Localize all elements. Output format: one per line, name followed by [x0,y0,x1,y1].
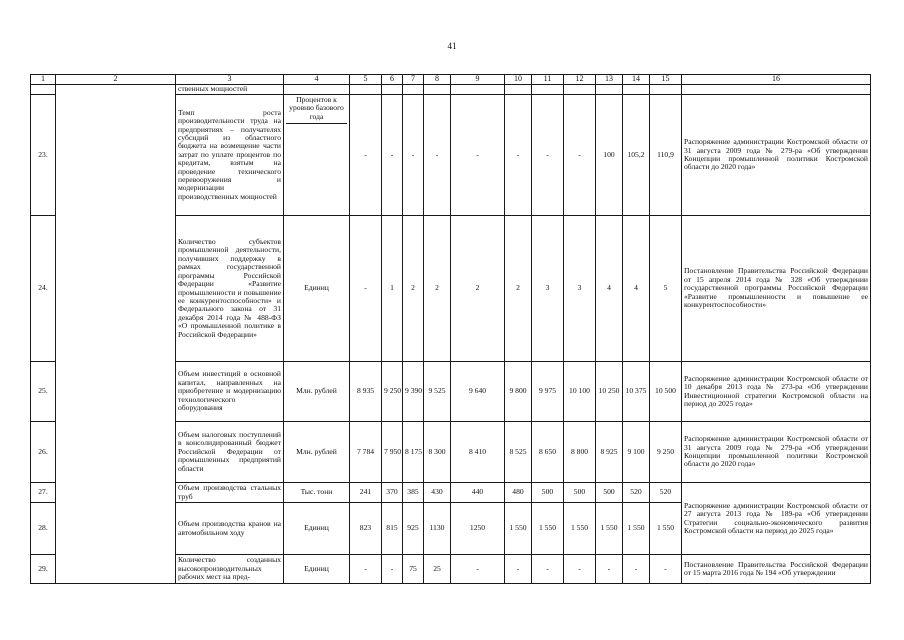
value-cell: 1 550 [505,503,532,555]
unit-label: Процентов к уровню базового года [286,95,347,124]
row-number: 29. [31,555,56,584]
value-cell: 520 [650,483,682,503]
value-cell: 100 [596,95,623,216]
value-cell: 8 935 [350,362,382,422]
unit-label: Млн. рублей [284,422,350,483]
value-cell: 8 175 [403,422,424,483]
indicator-name: Объем производства стальных труб [176,483,284,503]
value-cell: 10 500 [650,362,682,422]
unit-label: Млн. рублей [284,362,350,422]
value-cell: 2 [451,216,505,362]
column-number: 5 [350,75,382,85]
value-cell: 9 250 [650,422,682,483]
value-cell: 9 390 [403,362,424,422]
column-number: 1 [31,75,56,85]
value-cell: 10 375 [623,362,650,422]
value-cell: 815 [382,503,403,555]
value-cell: 430 [424,483,451,503]
value-cell: 7 950 [382,422,403,483]
value-cell: 440 [451,483,505,503]
legal-basis: Распоряжение администрации Костромской области от 27 августа 2013 года № 189-ра «Об утверждении Стратегии социально-экономического развития Костромской области на период до 2025 года» [682,483,871,555]
column-number-row [31,75,871,85]
value-cell: 925 [403,503,424,555]
column-number: 9 [451,75,505,85]
value-cell: - [350,216,382,362]
row-number: 26. [31,422,56,483]
unit-label: Единиц [284,555,350,584]
value-cell: 2 [403,216,424,362]
value-cell: 9 250 [382,362,403,422]
value-cell: 75 [403,555,424,584]
row-number: 23. [31,95,56,216]
value-cell: 9 640 [451,362,505,422]
value-cell: - [564,95,596,216]
value-cell: 1 550 [650,503,682,555]
value-cell: 8 300 [424,422,451,483]
value-cell: 1 550 [532,503,564,555]
value-cell: - [505,95,532,216]
value-cell: - [451,555,505,584]
value-cell: 8 525 [505,422,532,483]
value-cell: 385 [403,483,424,503]
column-number: 16 [682,75,871,85]
value-cell: - [382,555,403,584]
value-cell: - [596,555,623,584]
column-number: 3 [176,75,284,85]
value-cell: 10 250 [596,362,623,422]
value-cell: - [532,555,564,584]
value-cell: 520 [623,483,650,503]
indicator-name: Количество созданных высокопроизводительных рабочих мест на пред- [176,555,284,584]
legal-basis: Постановление Правительства Российской Федерации от 15 марта 2016 года № 194 «Об утверждении [682,555,871,584]
value-cell: 500 [596,483,623,503]
indicator-name: ственных мощностей [176,85,284,95]
page-number: 41 [447,41,457,51]
goal-column-cell [56,85,176,584]
table-row-carry-over [31,85,871,95]
value-cell: - [650,555,682,584]
value-cell: 8 650 [532,422,564,483]
row-number: 27. [31,483,56,503]
value-cell: 823 [350,503,382,555]
value-cell: 1 550 [564,503,596,555]
value-cell: 9 975 [532,362,564,422]
value-cell: - [532,95,564,216]
value-cell: 9 525 [424,362,451,422]
row-number: 24. [31,216,56,362]
value-cell: 3 [532,216,564,362]
row-number: 25. [31,362,56,422]
unit-label: Единиц [284,503,350,555]
value-cell: - [623,555,650,584]
value-cell: - [451,95,505,216]
value-cell: 10 100 [564,362,596,422]
value-cell: - [564,555,596,584]
unit-cell [284,95,350,216]
value-cell: 241 [350,483,382,503]
row-number: 28. [31,503,56,555]
value-cell: 2 [505,216,532,362]
legal-basis: Постановление Правительства Российской Федерации от 15 апреля 2014 года № 328 «Об утверждении государственной программы Российской Федерации «Развитие промышленности и повышение ее конкурентоспособности» [682,216,871,362]
column-number: 8 [424,75,451,85]
value-cell: 1250 [451,503,505,555]
value-cell: 8 410 [451,422,505,483]
unit-label: Тыс. тонн [284,483,350,503]
value-cell: 8 925 [596,422,623,483]
value-cell: 4 [596,216,623,362]
value-cell: - [382,95,403,216]
column-number: 13 [596,75,623,85]
value-cell: - [350,95,382,216]
value-cell: 5 [650,216,682,362]
unit-label: Единиц [284,216,350,362]
indicator-name: Объем производства кранов на автомобильном ходу [176,503,284,555]
value-cell: 370 [382,483,403,503]
indicator-name: Объем инвестиций в основной капитал, направленных на приобретение и модернизацию технологического оборудования [176,362,284,422]
value-cell: 8 800 [564,422,596,483]
value-cell: 500 [564,483,596,503]
value-cell: 1 [382,216,403,362]
legal-basis: Распоряжение администрации Костромской области от 10 декабря 2013 года № 273-ра «Об утверждении Инвестиционной стратегии Костромской области на период до 2025 года» [682,362,871,422]
value-cell: 1 550 [596,503,623,555]
column-number: 7 [403,75,424,85]
value-cell: 500 [532,483,564,503]
value-cell: - [403,95,424,216]
column-number: 6 [382,75,403,85]
value-cell: 9 100 [623,422,650,483]
value-cell: 1 550 [623,503,650,555]
column-number: 10 [505,75,532,85]
indicator-name: Количество субъектов промышленной деятельности, получивших поддержку в рамках государственной программы Российской Федерации «Развитие промышленности и повышение ее конкурентоспособности» и Федерального закона от 31 декабря 2014 года № 488-ФЗ «О промышленной политике в Российской Федерации» [176,216,284,362]
value-cell: 7 784 [350,422,382,483]
value-cell: - [350,555,382,584]
indicator-name: Темп роста производительности труда на предприятиях – получателях субсидий из областного бюджета на возмещение части затрат по уплате процентов по кредитам, взятым на проведение технического перевооружения и модернизации производственных мощностей [176,95,284,216]
value-cell: 9 800 [505,362,532,422]
column-number: 11 [532,75,564,85]
legal-basis: Распоряжение администрации Костромской области от 31 августа 2009 года № 279-ра «Об утверждении Концепции промышленной политики Костромской области до 2020 года» [682,95,871,216]
column-number: 2 [56,75,176,85]
legal-basis: Распоряжение администрации Костромской области от 31 августа 2009 года № 279-ра «Об утверждении Концепции промышленной политики Костромской области до 2020 года» [682,422,871,483]
value-cell: 1130 [424,503,451,555]
value-cell: - [505,555,532,584]
column-number: 15 [650,75,682,85]
indicators-table [30,74,871,584]
value-cell: 25 [424,555,451,584]
value-cell: 3 [564,216,596,362]
indicator-name: Объем налоговых поступлений в консолидированный бюджет Российской Федерации от промышленных предприятий области [176,422,284,483]
value-cell: 4 [623,216,650,362]
column-number: 4 [284,75,350,85]
value-cell: - [424,95,451,216]
value-cell: 110,9 [650,95,682,216]
value-cell: 2 [424,216,451,362]
value-cell: 105,2 [623,95,650,216]
column-number: 14 [623,75,650,85]
value-cell: 480 [505,483,532,503]
column-number: 12 [564,75,596,85]
